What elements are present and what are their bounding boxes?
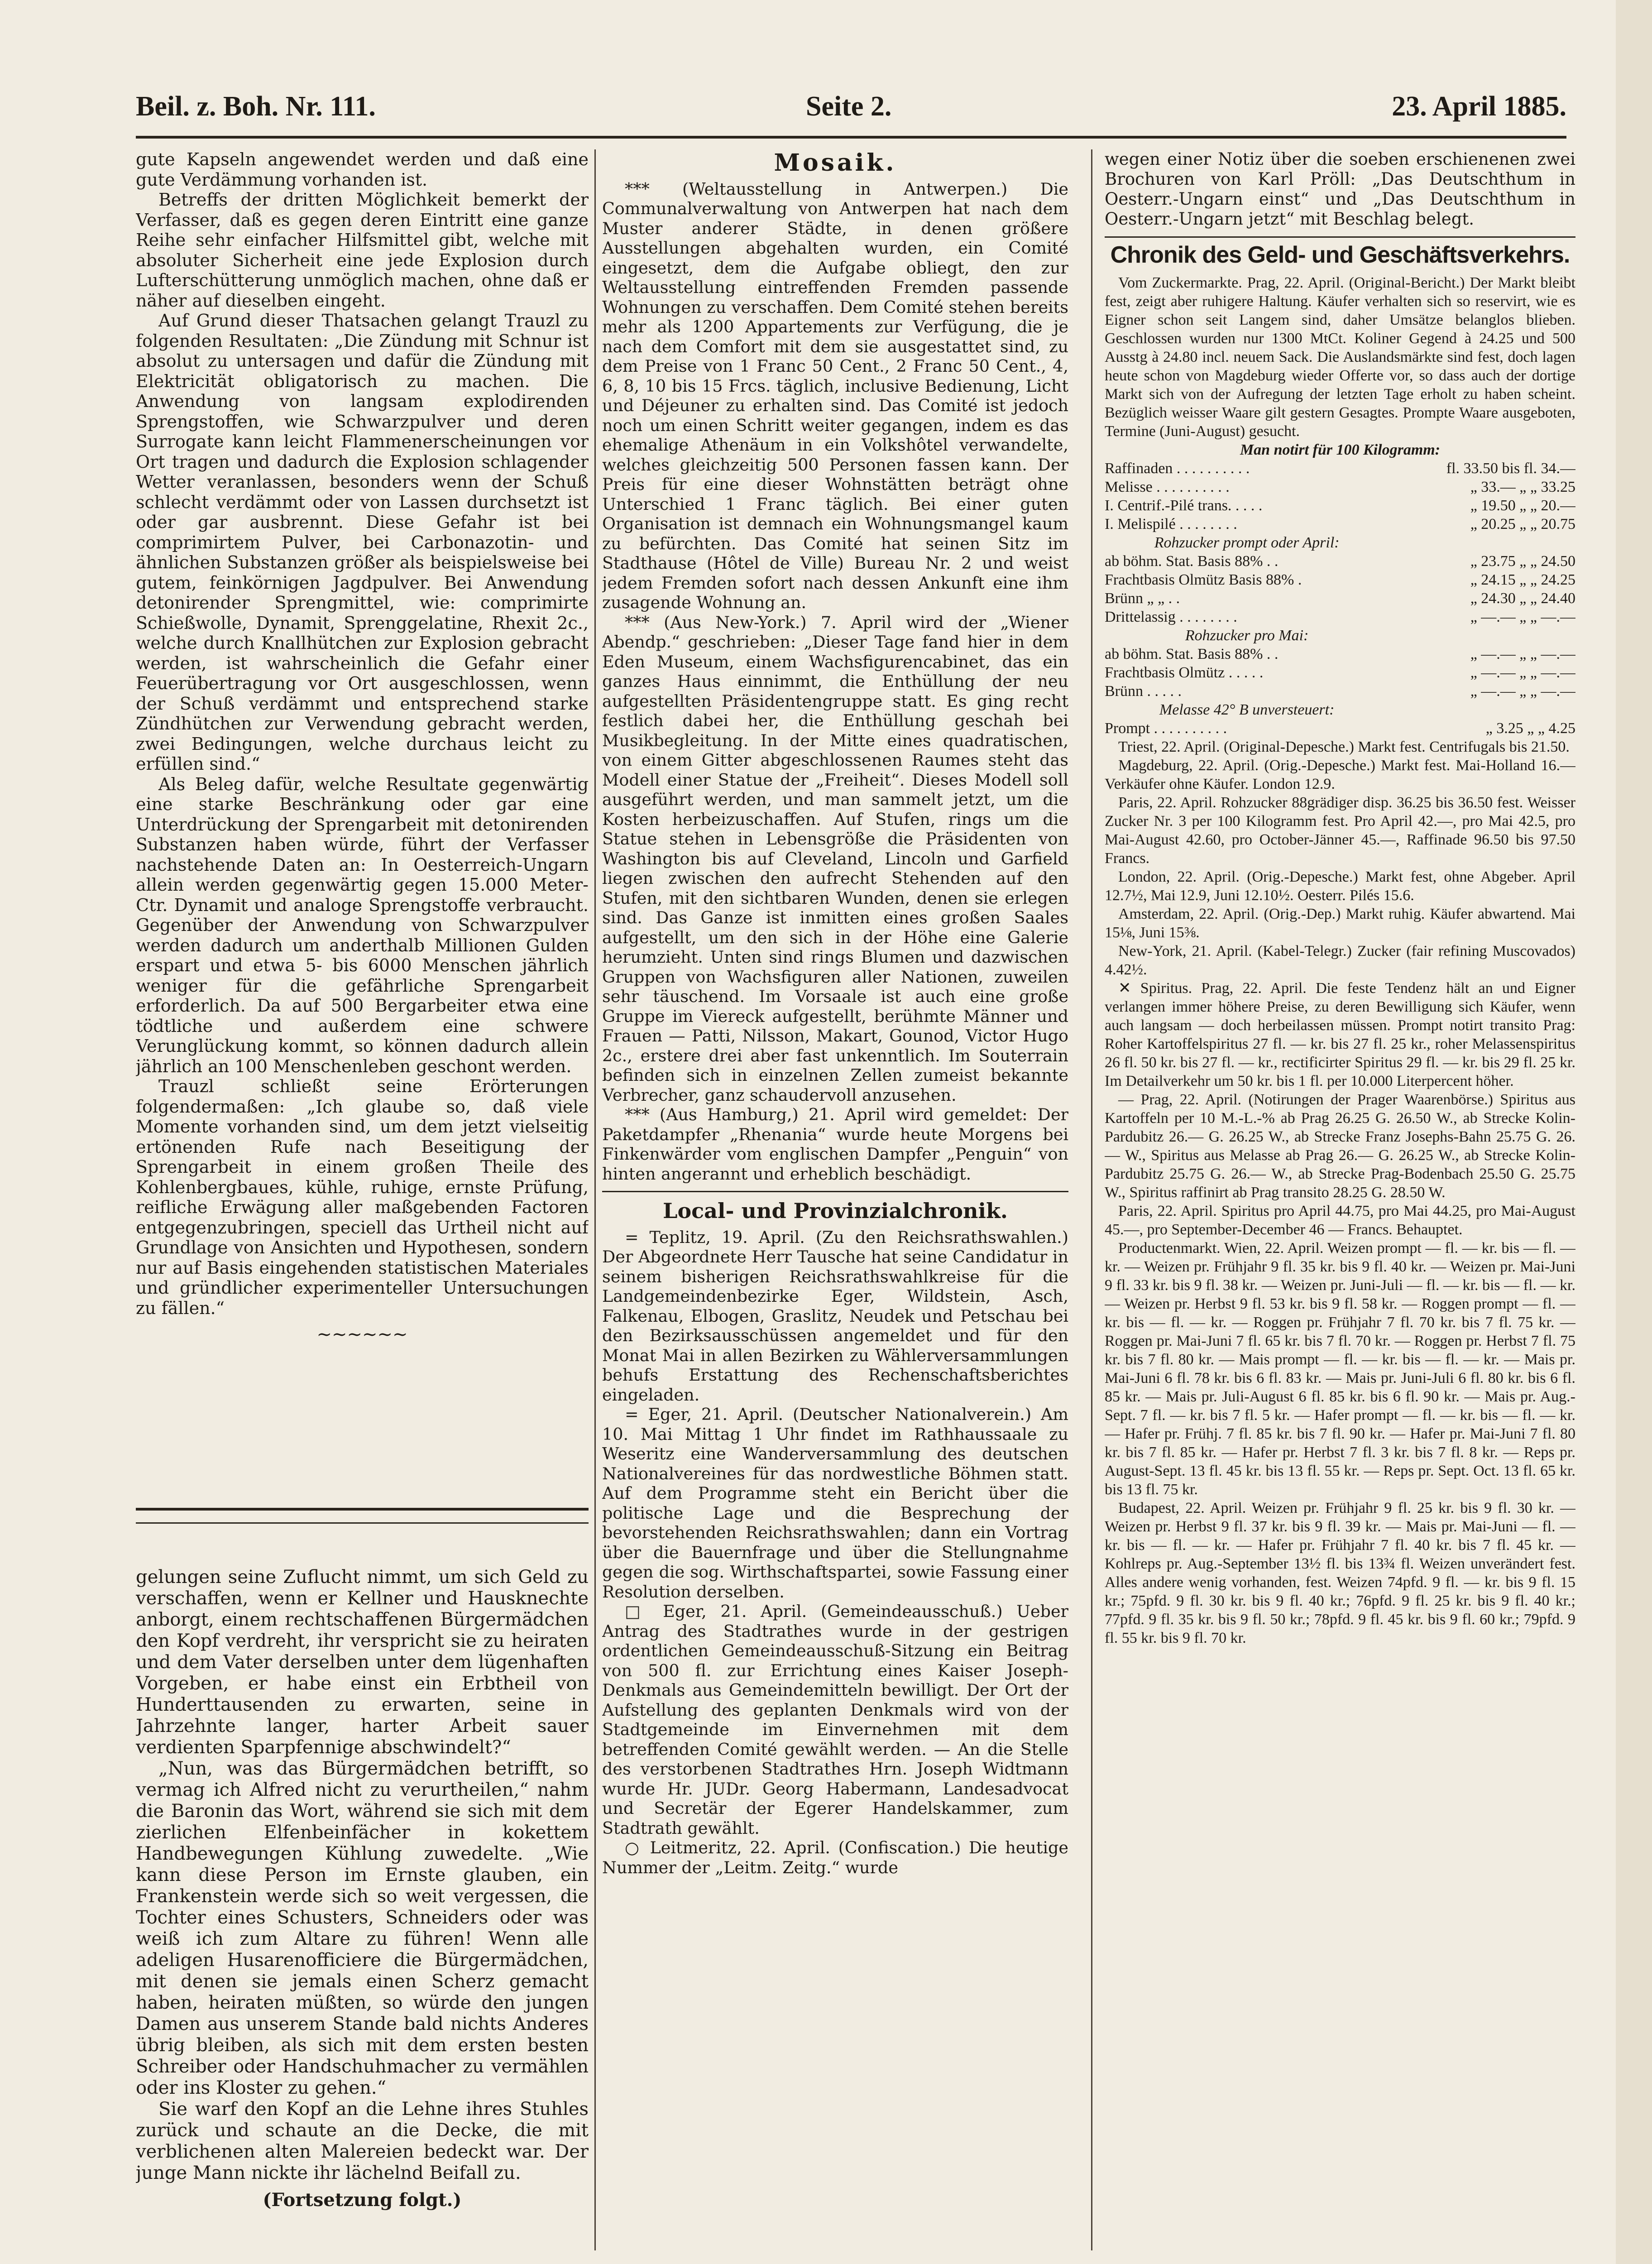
article-paragraph: Trauzl schließt seine Erörterungen folgendermaßen: „Ich glaube so, daß viele Momente vorhanden sind, um dem jetzt vielseitig ertönenden Rufe nach Beseitigung der Sprengarbeit in einem großen Theile des Kohlenbergbaues, kühle, ruhige, ernste Prüfung, reifliche Erwägung aller maßgebenden Factoren entgegenzubringen, speciell das Urtheil nicht auf Grundlage von Ansichten und Hypothesen, sondern nur auf Basis eingehenden statistischen Materiales und gründlicher experimenteller Untersuchungen zu fällen.“ <box>136 1076 589 1318</box>
market-report: Budapest, 22. April. Weizen pr. Frühjahr 9 fl. 25 kr. bis 9 fl. 30 kr. — Weizen pr. Herbst 9 fl. 37 kr. bis 9 fl. 39 kr. — Mais pr. Mai-Juni — fl. — kr. bis — fl. — kr. — Hafer pr. Frühjahr 7 fl. 40 kr. bis 7 fl. 45 kr. — Kohlreps pr. Aug.-September 13½ fl. bis 13¾ fl. Weizen unverändert fest. Alles andere wenig vorhanden, fest. Weizen 74pfd. 9 fl. — kr. bis 9 fl. 15 kr.; 75pfd. 9 fl. 30 kr. bis 9 fl. 40 kr.; 76pfd. 9 fl. 25 kr. bis 9 fl. 40 kr.; 77pfd. 9 fl. 35 kr. bis 9 fl. 50 kr.; 78pfd. 9 fl. 45 kr. bis 9 fl. 60 kr.; 79pfd. 9 fl. 55 kr. bis 9 fl. 70 kr. <box>1105 1499 1575 1646</box>
market-report: New-York, 21. April. (Kabel-Telegr.) Zucker (fair refining Muscovados) 4.42½. <box>1105 942 1575 978</box>
price-value: „ 24.30 „ „ 24.40 <box>1470 590 1575 607</box>
price-row <box>1105 626 1575 645</box>
market-report: Triest, 22. April. (Original-Depesche.) Markt fest. Centrifugals bis 21.50. <box>1118 738 1570 755</box>
price-row <box>1105 515 1575 533</box>
section-title-finance: Chronik des Geld- und Geschäftsverkehrs. <box>1110 242 1570 268</box>
price-label: Rohzucker pro Mai: <box>1185 627 1309 644</box>
market-report: ✕ Spiritus. Prag, 22. April. Die feste Tendenz hält an und Eigner verlangen immer höhere Preise, zu deren Bewilligung sich Käufer, wenn auch langsam — doch herbeilassen müssen. Prompt notirt transito Prag: Roher Kartoffelspiritus 27 fl. — kr. bis 27 fl. 25 kr., roher Melassenspiritus 26 fl. 50 kr. bis 27 fl. — kr., rectificirter Spiritus 29 fl. — kr. bis 29 fl. 25 kr. Im Detailverkehr um 50 kr. bis 1 fl. per 10.000 Literpercent höher. <box>1105 979 1575 1089</box>
price-value: fl. 33.50 bis fl. 34.— <box>1446 460 1575 477</box>
column-rule-2 <box>1091 149 1092 2250</box>
header-issue: Beil. z. Boh. Nr. 111. <box>136 91 376 122</box>
price-value <box>1389 626 1575 645</box>
price-value: „ 19.50 „ „ 20.— <box>1470 497 1575 514</box>
price-row <box>1105 645 1575 663</box>
local-item: = Eger, 21. April. (Deutscher Nationalverein.) Am 10. Mai Mittag 1 Uhr findet im Rathhaussaale zu Weseritz eine Wanderversammlung des deutschen Nationalvereines für das nordwestliche Böhmen statt. Auf dem Programme steht ein Bericht über die politische Lage und die Besprechung der bevorstehenden Reichsrathswahlen; dann ein Vortrag über die Bauernfrage und über die Stellungnahme gegen die sog. Wirthschaftspartei, sowie Fassung einer Resolution derselben. <box>602 1405 1068 1602</box>
price-label: Prompt . . . . . . . . . . <box>1105 719 1227 737</box>
article-end-ornament: ~~~~~~ <box>316 1324 408 1345</box>
price-value: „ 3.25 „ „ 4.25 <box>1485 719 1575 737</box>
sugar-market-report: Vom Zuckermarkte. Prag, 22. April. (Original-Bericht.) Der Markt bleibt fest, zeigt aber ruhigere Haltung. Käufer verhalten sich so reservirt, wie es Eigner schon seit Langem sind, daher Umsätze belanglos blieben. Geschlossen wurden nur 1300 MtCt. Koliner Gegend à 24.25 und 500 Ausstg à 24.80 incl. neuem Sack. Die Auslandsmärkte sind fest, doch lagen heute schon von Magdeburg wieder Offerte vor, so dass auch der dortige Markt sich von der Aufregung der letzten Tage erholt zu haben scheint. Bezüglich weisser Waare gilt gestern Gesagtes. Prompte Waare ausgeboten, Termine (Juni-August) gesucht. <box>1105 274 1575 440</box>
price-label: Rohzucker prompt oder April: <box>1154 534 1340 551</box>
price-value: „ 20.25 „ „ 20.75 <box>1470 515 1575 532</box>
article-paragraph: Betreffs der dritten Möglichkeit bemerkt der Verfasser, daß es gegen deren Eintritt eine ganze Reihe sehr einfacher Hilfsmittel gibt, welche mit absoluter Sicherheit eine jede Explosion durch Lufterschütterung unmöglich machen, ohne daß er näher auf dieselben eingeht. <box>136 190 589 311</box>
market-report: London, 22. April. (Orig.-Depesche.) Markt fest, ohne Abgeber. April 12.7½, Mai 12.9, Juni 12.10½. Oesterr. Pilés 15.6. <box>1105 868 1575 904</box>
market-report: Amsterdam, 22. April. (Orig.-Dep.) Markt ruhig. Käufer abwartend. Mai 15⅛, Juni 15⅜. <box>1105 905 1575 941</box>
mosaik-item: *** (Aus Hamburg,) 21. April wird gemeldet: Der Paketdampfer „Rhenania“ wurde heute Morgens bei Finkenwärder vom englischen Dampfer „Penguin“ von hinten angerannt und erheblich beschädigt. <box>602 1105 1068 1184</box>
price-label: Frachtbasis Olmütz . . . . . <box>1105 664 1264 681</box>
price-row <box>1105 719 1575 738</box>
price-label: Brünn . . . . . <box>1105 682 1182 700</box>
price-row <box>1105 700 1575 719</box>
price-value <box>1389 700 1575 719</box>
price-value <box>1389 533 1575 552</box>
price-value: „ 24.15 „ „ 24.25 <box>1470 571 1575 588</box>
price-value: „ —.— „ „ —.— <box>1470 645 1575 662</box>
finance-reports <box>1105 273 1575 1647</box>
market-report: Productenmarkt. Wien, 22. April. Weizen prompt — fl. — kr. bis — fl. — kr. — Weizen pr. Frühjahr 9 fl. 35 kr. bis 9 fl. 40 kr. — Weizen pr. Mai-Juni 9 fl. 33 kr. bis 9 fl. 38 kr. — Weizen pr. Juni-Juli — fl. — kr. bis — fl. — kr. — Weizen pr. Herbst 9 fl. 53 kr. bis 9 fl. 58 kr. — Roggen prompt — fl. — kr. bis — fl. — kr. — Roggen pr. Frühjahr 7 fl. 70 kr. bis 7 fl. 75 kr. — Roggen pr. Mai-Juni 7 fl. 65 kr. bis 7 fl. 70 kr. — Roggen pr. Herbst 7 fl. 75 kr. bis 7 fl. 80 kr. — Mais prompt — fl. — kr. bis — fl. — kr. — Mais pr. Mai-Juni 6 fl. 78 kr. bis 6 fl. 83 kr. — Mais pr. Juni-Juli 6 fl. 80 kr. bis 6 fl. 85 kr. — Mais pr. Juli-August 6 fl. 85 kr. bis 6 fl. 90 kr. — Mais pr. Aug.-Sept. 7 fl. — kr. bis 7 fl. 5 kr. — Hafer prompt — fl. — kr. bis — fl. — kr. — Hafer pr. Frühj. 7 fl. 85 kr. bis 7 fl. 90 kr. — Hafer pr. Mai-Juni 7 fl. 80 kr. bis 7 fl. 85 kr. — Hafer pr. Herbst 7 fl. 3 kr. bis 7 fl. 8 kr. — Reps pr. August-Sept. 13 fl. 45 kr. bis 13 fl. 55 kr. — Reps pr. Sept. Oct. 13 fl. 65 kr. bis 13 fl. 75 kr. <box>1105 1239 1575 1498</box>
mosaik-item: *** (Weltausstellung in Antwerpen.) Die Communalverwaltung von Antwerpen hat nach dem Muster anderer Städte, in denen größere Ausstellungen abgehalten wurden, ein Comité eingesetzt, dem die Aufgabe obliegt, den zur Weltausstellung eintreffenden Fremden passende Wohnungen zu verschaffen. Dem Comité stehen bereits mehr als 1200 Appartements zur Verfügung, die je nach dem Comfort mit dem sie ausgestattet sind, zu dem Preise von 1 Franc 50 Cent., 2 Franc 50 Cent., 4, 6, 8, 10 bis 15 Frcs. täglich, inclusive Bedienung, Licht und Déjeuner zu erhalten sind. Das Comité ist jedoch noch um einen Schritt weiter gegangen, indem es das ehemalige Athenäum in ein Volkshôtel verwandelte, welches gleichzeitig 500 Personen fassen kann. Der Preis für eine dieser Wohnstätten beträgt ohne Unterschied 1 Franc täglich. Bei einer guten Organisation ist demnach ein Wohnungsmangel kaum zu befürchten. Das Comité hat seinen Sitz im Stadthause (Hôtel de Ville) Bureau Nr. 2 und weist jedem Fremden sofort nach dessen Ankunft eine ihm zusagende Wohnung an. <box>602 179 1068 612</box>
price-label: I. Centrif.-Pilé trans. . . . . <box>1105 497 1263 514</box>
price-value: „ 23.75 „ „ 24.50 <box>1470 552 1575 570</box>
price-row <box>1105 608 1575 626</box>
price-label: Frachtbasis Olmütz Basis 88% . <box>1105 571 1302 588</box>
column-rule-1 <box>594 149 596 2250</box>
feuilleton-paragraph: Sie warf den Kopf an die Lehne ihres Stuhles zurück und schaute an die Decke, die mit verblichenen alten Malereien bedeckt war. Der junge Mann nickte ihr lächelnd Beifall zu. <box>136 2099 589 2183</box>
price-label: Brünn „ „ . . <box>1105 590 1180 607</box>
price-label: Melasse 42° B unversteuert: <box>1159 701 1335 718</box>
article-paragraph: Auf Grund dieser Thatsachen gelangt Trauzl zu folgenden Resultaten: „Die Zündung mit Schnur ist absolut zu untersagen und dafür die Zündung mit Elektricität obligatorisch zu machen. Die Anwendung von langsam explodirenden Sprengstoffen, wie Schwarzpulver und deren Surrogate kann leicht Flammenerscheinungen vor Ort tragen und dadurch die Explosion schlagender Wetter veranlassen, besonders wenn der Schuß schlecht verdämmt oder von Lassen durchsetzt ist oder gar ausbrennt. Diese Gefahr ist bei comprimirtem Pulver, bei Carbonazotin- und ähnlichen Substanzen größer als beispielsweise bei gutem, feinkörnigen Jagdpulver. Bei Anwendung detonirender Sprengmittel, wie: comprimirte Schießwolle, Dynamit, Sprenggelatine, Rhexit 2c., welche durch Knallhütchen zur Explosion gebracht werden, ist wahrscheinlich die Gefahr einer Feuerübertragung vor Ort ausgeschlossen, wenn der Schuß verdämmt und entsprechend starke Zündhütchen zur Verwendung gebracht werden, zwei Bedingungen, welche durchaus leicht zu erfüllen sind.“ <box>136 311 589 774</box>
price-row <box>1105 478 1575 496</box>
price-row <box>1105 571 1575 589</box>
local-item: ○ Leitmeritz, 22. April. (Confiscation.) Die heutige Nummer der „Leitm. Zeitg.“ wurde <box>602 1838 1068 1877</box>
price-row <box>1105 459 1575 478</box>
price-row <box>1105 663 1575 682</box>
column-1-article <box>136 149 589 1508</box>
section-title-mosaik: Mosaik. <box>774 149 897 177</box>
feuilleton-paragraph: „Nun, was das Bürgermädchen betrifft, so vermag ich Alfred nicht zu verurtheilen,“ nahm die Baronin das Wort, während sie sich mit dem zierlichen Elfenbeinfächer in kokettem Handbewegungen Kühlung zuwedelte. „Wie kann diese Person im Ernste glauben, ein Frankenstein werde sich so weit vergessen, die Tochter eines Schusters, Schneiders oder was weiß ich zum Altare zu führen! Wenn alle adeligen Husarenofficiere die Bürgermädchen, mit denen sie jemals einen Scherz gemacht haben, heiraten müßten, so würde den jungen Damen aus unserem Stande bald nichts Anderes übrig bleiben, als sich mit dem ersten besten Schreiber oder Handschuhmacher zu vermählen oder ins Kloster zu gehen.“ <box>136 1758 589 2098</box>
market-report: — Prag, 22. April. (Notirungen der Prager Waarenbörse.) Spiritus aus Kartoffeln per 10 M.-L.-% ab Prag 26.25 G. 26.50 W., ab Strecke Kolin-Pardubitz 26.— G. 26.25 W., ab Strecke Franz Josephs-Bahn 25.75 G. 26.— W., Spiritus aus Melasse ab Prag 26.— G. 26.25 W., ab Strecke Kolin-Pardubitz 25.75 G. 26.— W., ab Strecke Prag-Bodenbach 25.50 G. 25.75 W., Spiritus raffinirt ab Prag transito 28.25 G. 28.50 W. <box>1105 1091 1575 1201</box>
price-value: „ —.— „ „ —.— <box>1470 664 1575 681</box>
feuilleton-paragraph: gelungen seine Zuflucht nimmt, um sich Geld zu verschaffen, wenn er Kellner und Hausknechte anborgt, einem rechtschaffenen Bürgermädchen den Kopf verdreht, ihr verspricht sie zu heiraten und dem Vater derselben unter dem lügenhaften Vorgeben, er habe einst ein Erbtheil von Hunderttausenden zu erwarten, seine in Jahrzehnte langer, harter Arbeit sauer verdienten Sparpfennige abschwindelt?“ <box>136 1567 589 1758</box>
price-table-heading: Man notirt für 100 Kilogramm: <box>1240 441 1441 458</box>
price-row <box>1105 682 1575 700</box>
price-label: ab böhm. Stat. Basis 88% . . <box>1105 552 1279 570</box>
section-divider <box>1105 236 1575 238</box>
sugar-price-table <box>1105 459 1575 738</box>
price-row <box>1105 552 1575 571</box>
price-label: Melisse . . . . . . . . . . <box>1105 478 1230 495</box>
price-value: „ —.— „ „ —.— <box>1470 608 1575 625</box>
price-label: I. Melispilé . . . . . . . . <box>1105 515 1237 532</box>
mosaik-item: *** (Aus New-York.) 7. April wird der „Wiener Abendp.“ geschrieben: „Dieser Tage fand hier in dem Eden Museum, einem Wachsfigurencabinet, das ein ganzes Haus einnimmt, die Enthüllung der neu aufgestellten Präsidentengruppe statt. Es ging recht festlich dabei her, die Enthüllung geschah bei Musikbegleitung. In der Mitte eines quadratischen, von einem Gitter abgeschlossenen Raumes steht das Modell einer Statue der „Freiheit“. Dieses Modell soll ausgeführt werden, und man sammelt jetzt, um die Kosten herbeizuschaffen. Auf Stufen, rings um die Statue stehen in Lebensgröße die Präsidenten von Washington bis auf Cleveland, Lincoln und Garfield liegen zwischen den aufrecht Stehenden auf den Stufen, mit den sichtbaren Wunden, denen sie erlegen sind. Das Ganze ist inmitten eines großen Saales aufgestellt, um den sich in der Höhe eine Galerie herumzieht. Unten sind rings Blumen und dazwischen Gruppen von Wachsfiguren aller Nationen, zuweilen sehr täuschend. Im Vorsaale ist auch eine große Gruppe im Viereck aufgestellt, berühmte Männer und Frauen — Patti, Nilsson, Makart, Gounod, Victor Hugo 2c., erstere drei aber fast unkenntlich. Im Souterrain befinden sich in einzelnen Zellen zumeist bekannte Verbrecher, ganz schaudervoll anzusehen. <box>602 612 1068 1105</box>
header-page-number: Seite 2. <box>806 91 892 122</box>
price-row <box>1105 496 1575 515</box>
feuilleton-separator <box>136 1508 589 1524</box>
price-value: „ —.— „ „ —.— <box>1470 682 1575 700</box>
price-value: „ 33.— „ „ 33.25 <box>1470 478 1575 495</box>
price-label: ab böhm. Stat. Basis 88% . . <box>1105 645 1279 662</box>
column-2 <box>602 149 1068 2264</box>
market-report: Paris, 22. April. Rohzucker 88grädiger disp. 36.25 bis 36.50 fest. Weisser Zucker Nr. 3 per 100 Kilogramm fest. Pro April 42.—, pro Mai 42.5, pro Mai-August 42.60, pro October-Jänner 45.—, Raffinade 96.50 bis 97.50 Francs. <box>1105 794 1575 867</box>
feuilleton <box>136 1567 589 2223</box>
price-label: Drittelassig . . . . . . . . <box>1105 608 1237 625</box>
header-date: 23. April 1885. <box>1392 91 1566 122</box>
price-row <box>1105 589 1575 608</box>
column-3 <box>1105 149 1575 2264</box>
local-item: = Teplitz, 19. April. (Zu den Reichsrathswahlen.) Der Abgeordnete Herr Tausche hat seine Candidatur in seinem bisherigen Reichsrathswahlkreise für die Landgemeindenbezirke Eger, Wildstein, Asch, Falkenau, Elbogen, Graslitz, Neudek und Petschau bei den Bezirksausschüssen angemeldet und für den Monat Mai in allen Bezirken zu Wählerversammlungen behufs Erstattung des Rechenschaftsberichtes eingeladen. <box>602 1227 1068 1405</box>
section-divider <box>602 1191 1068 1192</box>
article-paragraph: Als Beleg dafür, welche Resultate gegenwärtig eine starke Beschränkung oder gar eine Unterdrückung der Sprengarbeit mit detonirenden Substanzen haben würde, führt der Verfasser nachstehende Daten an: In Oesterreich-Ungarn allein werden gegenwärtig gegen 15.000 Meter-Ctr. Dynamit und analoge Sprengstoffe verbraucht. Gegenüber der Anwendung von Schwarzpulver werden dadurch um anderthalb Millionen Gulden erspart und etwa 5- bis 6000 Menschen jährlich weniger für die gefährliche Sprengarbeit erforderlich. Da auf 500 Bergarbeiter etwa eine tödtliche und außerdem eine schwere Verunglückung kommt, so können dadurch allein jährlich an 100 Menschenleben geschont werden. <box>136 774 589 1076</box>
feuilleton-continued: (Fortsetzung folgt.) <box>263 2189 462 2211</box>
local-item: □ Eger, 21. April. (Gemeindeausschuß.) Ueber Antrag des Stadtrathes wurde in der gestrigen ordentlichen Gemeindeausschuß-Sitzung ein Beitrag von 500 fl. zur Errichtung eines Kaiser Joseph-Denkmals aus Gemeindemitteln bewilligt. Der Ort der Aufstellung des geplanten Denkmals wird von der Stadtgemeinde im Einvernehmen mit dem betreffenden Comité gewählt werden. — An die Stelle des verstorbenen Stadtrathes Hrn. Joseph Widtmann wurde Hr. JUDr. Georg Habermann, Landesadvocat und Secretär der Egerer Handelskammer, zum Stadtrath gewählt. <box>602 1602 1068 1838</box>
price-label: Raffinaden . . . . . . . . . . <box>1105 460 1250 477</box>
article-paragraph: gute Kapseln angewendet werden und daß eine gute Verdämmung vorhanden ist. <box>136 149 589 190</box>
price-row <box>1105 533 1575 552</box>
confiscation-continuation: wegen einer Notiz über die soeben erschienenen zwei Brochuren von Karl Pröll: „Das Deutschthum in Oesterr.-Ungarn einst“ und „Das Deutschthum in Oesterr.-Ungarn jetzt“ mit Beschlag belegt. <box>1105 149 1575 229</box>
market-report: Magdeburg, 22. April. (Orig.-Depesche.) Markt fest. Mai-Holland 16.— Verkäufer ohne Käufer. London 12.9. <box>1105 757 1575 792</box>
market-report: Paris, 22. April. Spiritus pro April 44.75, pro Mai 44.25, pro Mai-August 45.—, pro September-December 46 — Francs. Behauptet. <box>1105 1202 1575 1238</box>
page-header <box>136 82 1566 139</box>
section-title-local: Local- und Provinzialchronik. <box>663 1199 1008 1223</box>
